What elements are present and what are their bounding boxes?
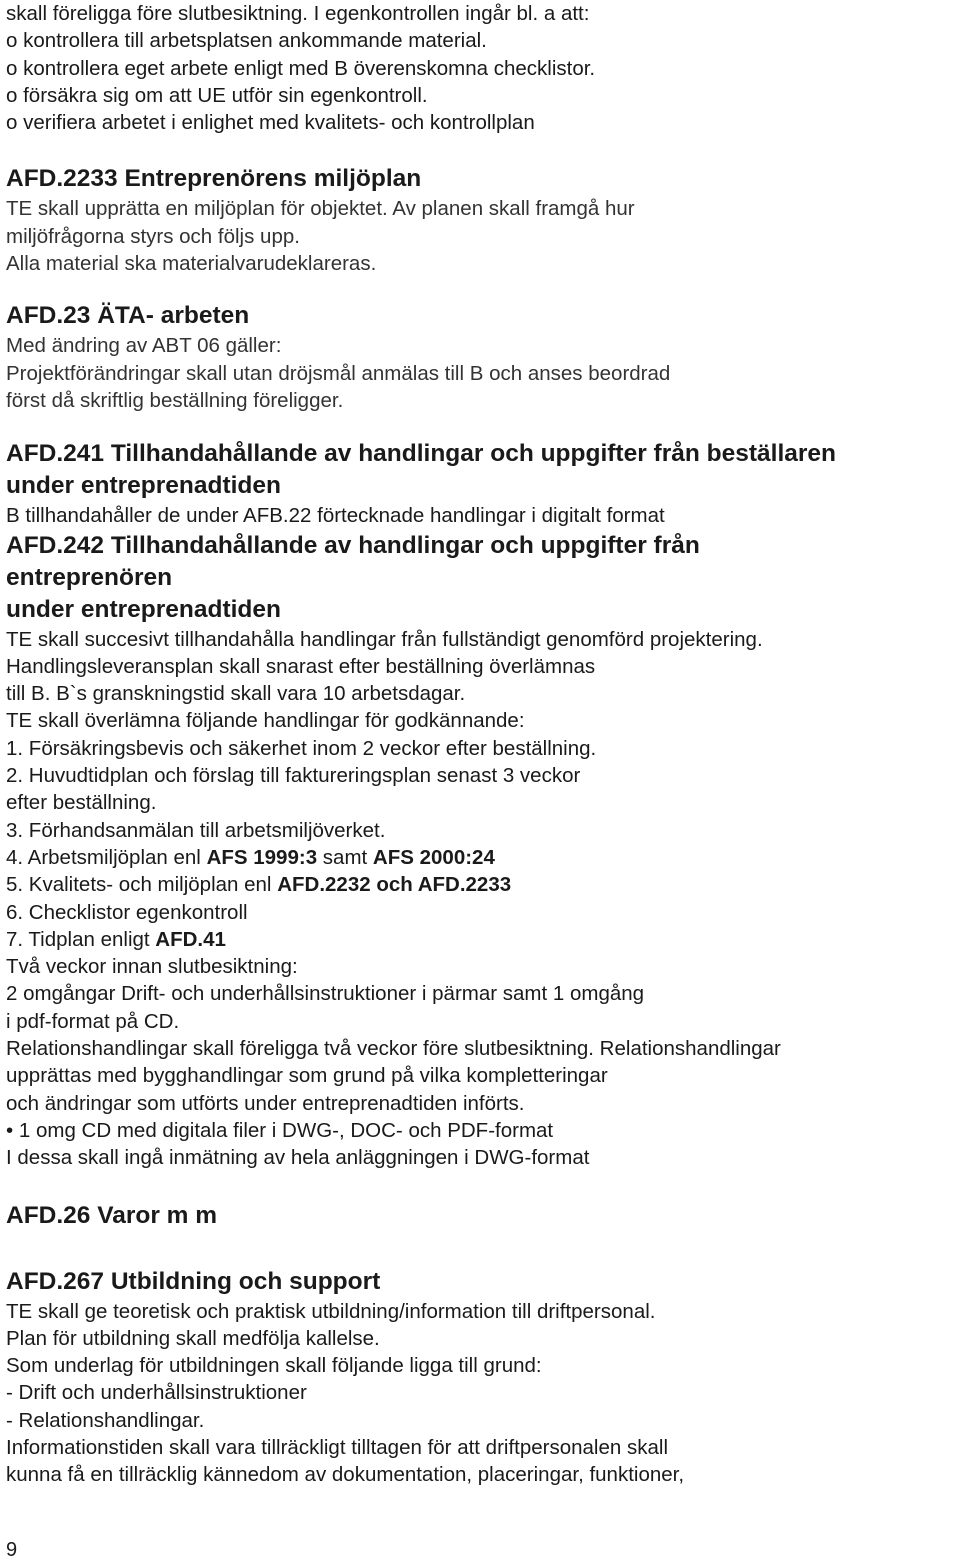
- text-line: TE skall överlämna följande handlingar för godkännande:: [6, 709, 525, 733]
- text-line: Plan för utbildning skall medfölja kallelse.: [6, 1326, 380, 1350]
- text-line: o kontrollera till arbetsplatsen ankommande material.: [6, 29, 487, 53]
- section-afd-241: [6, 438, 956, 529]
- text-line: skall föreligga före slutbesiktning. I egenkontrollen ingår bl. a att:: [6, 2, 590, 25]
- page-number: 9: [6, 1539, 18, 1561]
- text-line: o verifiera arbetet i enlighet med kvalitets- och kontrollplan: [6, 111, 535, 135]
- list-item: - Drift och underhållsinstruktioner: [6, 1381, 307, 1405]
- list-item: 3. Förhandsanmälan till arbetsmiljöverket.: [6, 818, 386, 842]
- reference-code: AFD.41: [155, 927, 226, 951]
- reference-code: AFS 2000:24: [372, 845, 495, 869]
- section-heading: AFD.267 Utbildning och support: [6, 1267, 381, 1295]
- text-line: o försäkra sig om att UE utför sin egenkontroll.: [6, 83, 428, 107]
- text-line: i pdf-format på CD.: [6, 1009, 180, 1033]
- reference-code: AFD.2232 och AFD.2233: [277, 873, 512, 897]
- text-line: till B. B`s granskningstid skall vara 10 arbetsdagar.: [6, 682, 466, 706]
- section-heading: AFD.23 ÄTA- arbeten: [6, 302, 250, 330]
- text-line: Handlingsleveransplan skall snarast efter beställning överlämnas: [6, 654, 596, 678]
- text-line: o kontrollera eget arbete enligt med B överenskomna checklistor.: [6, 56, 596, 80]
- section-heading: AFD.26 Varor m m: [6, 1201, 218, 1229]
- list-item-text: 7. Tidplan enligt: [6, 927, 156, 951]
- text-line: Alla material ska materialvarudeklareras.: [6, 252, 377, 276]
- list-item: 1. Försäkringsbevis och säkerhet inom 2 veckor efter beställning.: [6, 736, 597, 760]
- section-afd-242: [6, 530, 956, 1172]
- list-item-text: 4. Arbetsmiljöplan enl: [6, 845, 207, 869]
- text-line: och ändringar som utförts under entreprenadtiden införts.: [6, 1091, 525, 1115]
- section-heading: AFD.2233 Entreprenörens miljöplan: [6, 165, 422, 193]
- list-item: 6. Checklistor egenkontroll: [6, 900, 248, 924]
- section-afd-2233: [6, 163, 956, 277]
- text-line: Informationstiden skall vara tillräckligt tilltagen för att driftpersonalen skall: [6, 1435, 668, 1459]
- section-afd-267: [6, 1266, 956, 1489]
- section-afd-23: [6, 300, 956, 414]
- text-line: upprättas med bygghandlingar som grund på vilka kompletteringar: [6, 1064, 608, 1088]
- document-page: [6, 0, 956, 1489]
- list-item: [6, 926, 956, 953]
- section-heading: AFD.242 Tillhandahållande av handlingar och uppgifter från: [6, 531, 700, 559]
- section-heading-cont: under entreprenadtiden: [6, 595, 281, 623]
- text-line: Som underlag för utbildningen skall följande ligga till grund:: [6, 1354, 542, 1378]
- section-heading: AFD.241 Tillhandahållande av handlingar och uppgifter från beställaren: [6, 440, 836, 468]
- text-line: I dessa skall ingå inmätning av hela anläggningen i DWG-format: [6, 1146, 590, 1170]
- text-line: Med ändring av ABT 06 gäller:: [6, 334, 282, 358]
- section-heading-cont: under entreprenadtiden: [6, 472, 281, 500]
- text-line: TE skall succesivt tillhandahålla handlingar från fullständigt genomförd projektering.: [6, 627, 763, 651]
- text-line: först då skriftlig beställning föreligger.: [6, 388, 344, 412]
- bullet-item: • 1 omg CD med digitala filer i DWG-, DOC- och PDF-format: [6, 1118, 554, 1142]
- text-line: Relationshandlingar skall föreligga två veckor före slutbesiktning. Relationshandlingar: [6, 1037, 781, 1061]
- section-heading-cont: entreprenören: [6, 563, 173, 591]
- list-item-text: 5. Kvalitets- och miljöplan enl: [6, 873, 278, 897]
- text-line: TE skall ge teoretisk och praktisk utbildning/information till driftpersonal.: [6, 1299, 656, 1323]
- list-item: [6, 871, 956, 898]
- text-line: miljöfrågorna styrs och följs upp.: [6, 224, 300, 248]
- text-line: 2 omgångar Drift- och underhållsinstruktioner i pärmar samt 1 omgång: [6, 982, 645, 1006]
- reference-code: AFS 1999:3: [206, 845, 318, 869]
- list-item: 2. Huvudtidplan och förslag till faktureringsplan senast 3 veckor: [6, 764, 581, 788]
- text-line: B tillhandahåller de under AFB.22 förtecknade handlingar i digitalt format: [6, 504, 665, 528]
- list-item: [6, 844, 956, 871]
- intro-block: [6, 0, 956, 136]
- text-line: Projektförändringar skall utan dröjsmål anmälas till B och anses beordrad: [6, 361, 671, 385]
- text-line: Två veckor innan slutbesiktning:: [6, 955, 298, 979]
- text-line: kunna få en tillräcklig kännedom av dokumentation, placeringar, funktioner,: [6, 1463, 685, 1487]
- section-afd-26: [6, 1200, 956, 1232]
- list-item: - Relationshandlingar.: [6, 1408, 205, 1432]
- text-line: TE skall upprätta en miljöplan för objektet. Av planen skall framgå hur: [6, 197, 635, 221]
- list-item-text: samt: [317, 845, 373, 869]
- list-item-cont: efter beställning.: [6, 791, 157, 815]
